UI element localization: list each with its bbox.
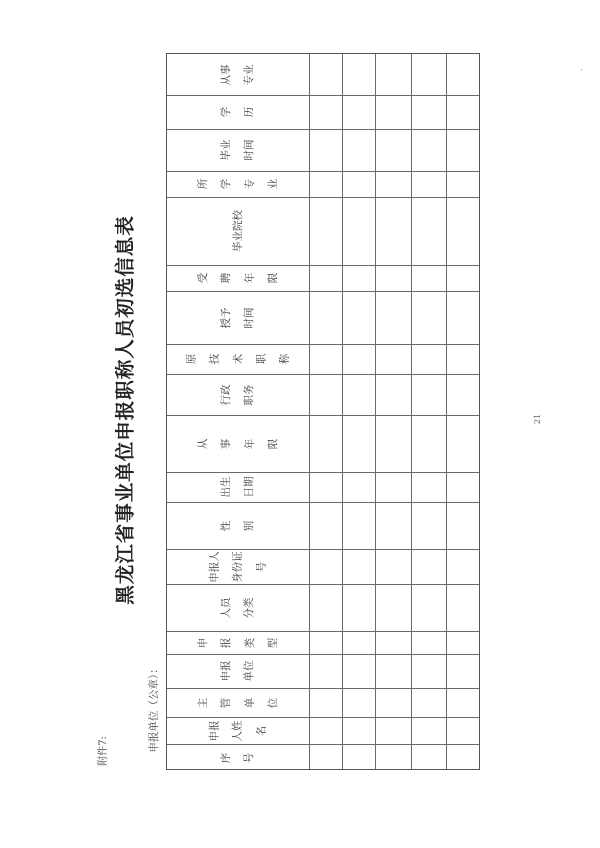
- table-cell: [309, 472, 342, 502]
- header-text: 单位: [243, 660, 256, 682]
- table-cell: [375, 171, 411, 197]
- header-text: 聘: [220, 272, 233, 284]
- header-cell-shou-yu-shi-jian: [167, 291, 309, 344]
- table-cell: [411, 95, 446, 129]
- table-cell: [446, 54, 481, 95]
- header-text: 学: [220, 106, 233, 118]
- table-cell: [446, 549, 481, 584]
- table-cell: [342, 472, 375, 502]
- table-cell: [375, 344, 411, 374]
- table-cell: [446, 688, 481, 717]
- header-text: 年: [243, 272, 256, 284]
- table-cell: [446, 265, 481, 291]
- header-text: 限: [266, 272, 279, 284]
- header-text: 业: [266, 178, 279, 190]
- table-cell: [342, 95, 375, 129]
- header-cell-shen-bao-dan-wei: [167, 654, 309, 688]
- header-cell-yuan-zhi-cheng: [167, 344, 309, 374]
- header-cell-shen-fen-zheng: [167, 549, 309, 584]
- table-cell: [446, 291, 481, 344]
- header-text: 别: [243, 520, 256, 531]
- table-cell: [411, 129, 446, 171]
- table-cell: [411, 502, 446, 549]
- table-cell: [375, 129, 411, 171]
- table-cell: [342, 291, 375, 344]
- header-text: 行政: [220, 384, 233, 405]
- table-cell: [411, 631, 446, 654]
- header-text: 单: [243, 697, 256, 708]
- table-cell: [342, 502, 375, 549]
- table-cell: [342, 54, 375, 95]
- header-text: 年: [243, 438, 256, 449]
- table-cell: [309, 54, 342, 95]
- table-cell: [309, 654, 342, 688]
- header-cell-xing-zheng-zhi-wu: [167, 374, 309, 415]
- table-cell: [375, 54, 411, 95]
- attachment-label: 附件7:: [98, 736, 109, 766]
- header-text: 号: [255, 561, 268, 572]
- table-cell: [446, 654, 481, 688]
- table-cell: [342, 631, 375, 654]
- table-cell: [309, 344, 342, 374]
- header-text: 申报: [220, 660, 233, 682]
- header-text: 日期: [243, 476, 256, 498]
- table-cell: [309, 374, 342, 415]
- table-cell: [375, 291, 411, 344]
- header-text: 职务: [243, 384, 256, 405]
- header-text: 人员: [220, 597, 233, 618]
- table-cell: [446, 95, 481, 129]
- table-cell: [342, 717, 375, 744]
- table-cell: [446, 171, 481, 197]
- document-title: 黑龙江省事业单位申报职称人员初选信息表: [113, 215, 137, 605]
- header-cell-xing-bie: [167, 502, 309, 549]
- header-cell-bi-ye-yuan-xiao: [167, 197, 309, 265]
- table-cell: [342, 171, 375, 197]
- scan-speck: ·: [580, 66, 583, 76]
- table-cell: [411, 54, 446, 95]
- header-text: 位: [266, 697, 279, 708]
- table-cell: [411, 654, 446, 688]
- table-cell: [309, 415, 342, 472]
- table-cell: [342, 344, 375, 374]
- table-cell: [411, 744, 446, 771]
- table-cell: [342, 549, 375, 584]
- table-cell: [446, 584, 481, 631]
- header-text: 专业: [243, 64, 256, 85]
- header-text: 原: [185, 353, 198, 365]
- table-cell: [375, 265, 411, 291]
- header-cell-cong-shi-nian-xian: [167, 415, 309, 472]
- table-cell: [342, 654, 375, 688]
- header-cell-ren-yuan-fen-lei: [167, 584, 309, 631]
- table-cell: [342, 265, 375, 291]
- table-cell: [411, 717, 446, 744]
- table-cell: [309, 95, 342, 129]
- header-text: 学: [220, 178, 233, 190]
- table-cell: [309, 688, 342, 717]
- header-text: 时间: [243, 139, 256, 161]
- header-text: 毕业院校: [231, 210, 244, 252]
- table-cell: [446, 374, 481, 415]
- table-cell: [375, 631, 411, 654]
- table-cell: [309, 502, 342, 549]
- table-cell: [375, 549, 411, 584]
- table-cell: [309, 291, 342, 344]
- header-text: 职: [255, 353, 268, 365]
- header-text: 出生: [220, 476, 233, 498]
- table-cell: [446, 344, 481, 374]
- header-text: 管: [220, 697, 233, 708]
- table-cell: [446, 717, 481, 744]
- declaring-unit-label: 申报单位（公章）：: [147, 663, 160, 753]
- header-text: 申报: [208, 720, 221, 741]
- table-cell: [446, 129, 481, 171]
- table-cell: [375, 688, 411, 717]
- header-text: 身份证: [231, 550, 244, 583]
- header-text: 分类: [243, 597, 256, 618]
- table-cell: [342, 197, 375, 265]
- table-cell: [411, 374, 446, 415]
- page-number: 21: [533, 413, 542, 425]
- table-cell: [375, 502, 411, 549]
- header-text: 事: [220, 438, 233, 449]
- table-cell: [446, 197, 481, 265]
- header-text: 历: [243, 106, 256, 118]
- table-cell: [309, 744, 342, 771]
- header-cell-shou-pin-nian-xian: [167, 265, 309, 291]
- table-cell: [375, 95, 411, 129]
- header-cell-cong-shi-zhuan-ye: [167, 54, 309, 95]
- table-cell: [446, 415, 481, 472]
- table-cell: [342, 129, 375, 171]
- table-cell: [309, 631, 342, 654]
- header-text: 限: [266, 438, 279, 449]
- header-text: 申: [196, 637, 209, 648]
- header-text: 号: [243, 752, 256, 763]
- table-cell: [342, 415, 375, 472]
- candidate-info-table: [166, 53, 480, 770]
- table-cell: [375, 744, 411, 771]
- table-cell: [342, 744, 375, 771]
- header-cell-bi-ye-shi-jian: [167, 129, 309, 171]
- header-text: 称: [278, 353, 291, 365]
- table-cell: [411, 584, 446, 631]
- table-cell: [375, 197, 411, 265]
- header-text: 专: [243, 178, 256, 190]
- table-cell: [411, 197, 446, 265]
- table-cell: [411, 171, 446, 197]
- header-text: 授予: [220, 307, 233, 328]
- table-cell: [411, 344, 446, 374]
- table-cell: [342, 688, 375, 717]
- table-cell: [446, 631, 481, 654]
- table-cell: [375, 415, 411, 472]
- header-text: 术: [231, 353, 244, 365]
- header-cell-xue-li: [167, 95, 309, 129]
- table-cell: [411, 549, 446, 584]
- table-cell: [411, 472, 446, 502]
- table-cell: [309, 584, 342, 631]
- table-cell: [342, 584, 375, 631]
- header-cell-suo-xue-zhuan-ye: [167, 171, 309, 197]
- table-cell: [375, 472, 411, 502]
- table-cell: [309, 717, 342, 744]
- header-text: 主: [196, 697, 209, 708]
- header-text: 性: [220, 520, 233, 531]
- table-cell: [375, 374, 411, 415]
- header-text: 受: [196, 272, 209, 284]
- header-text: 序: [220, 752, 233, 763]
- header-text: 申报人: [208, 550, 221, 583]
- table-cell: [309, 549, 342, 584]
- header-cell-chu-sheng: [167, 472, 309, 502]
- header-cell-xing-ming: [167, 717, 309, 744]
- table-cell: [342, 374, 375, 415]
- table-cell: [309, 171, 342, 197]
- table-cell: [446, 502, 481, 549]
- header-text: 类: [243, 637, 256, 648]
- table-cell: [309, 265, 342, 291]
- header-text: 型: [266, 637, 279, 648]
- header-text: 从事: [220, 64, 233, 85]
- table-cell: [309, 197, 342, 265]
- header-text: 名: [255, 725, 268, 736]
- header-text: 报: [220, 637, 233, 648]
- header-text: 技: [208, 353, 221, 365]
- header-text: 所: [196, 178, 209, 190]
- header-text: 人姓: [231, 720, 244, 741]
- header-text: 从: [196, 438, 209, 449]
- table-cell: [375, 717, 411, 744]
- table-header: [167, 54, 309, 771]
- table-cell: [411, 688, 446, 717]
- header-cell-zhu-guan: [167, 688, 309, 717]
- table-cell: [446, 744, 481, 771]
- table-cell: [309, 129, 342, 171]
- table-cell: [411, 415, 446, 472]
- table-cell: [375, 584, 411, 631]
- table-cell: [375, 654, 411, 688]
- table-cell: [411, 265, 446, 291]
- table-cell: [446, 472, 481, 502]
- table-cell: [411, 291, 446, 344]
- header-cell-shen-bao-lei-xing: [167, 631, 309, 654]
- header-cell-xu-hao: [167, 744, 309, 771]
- header-text: 时间: [243, 307, 256, 328]
- header-text: 毕业: [220, 139, 233, 161]
